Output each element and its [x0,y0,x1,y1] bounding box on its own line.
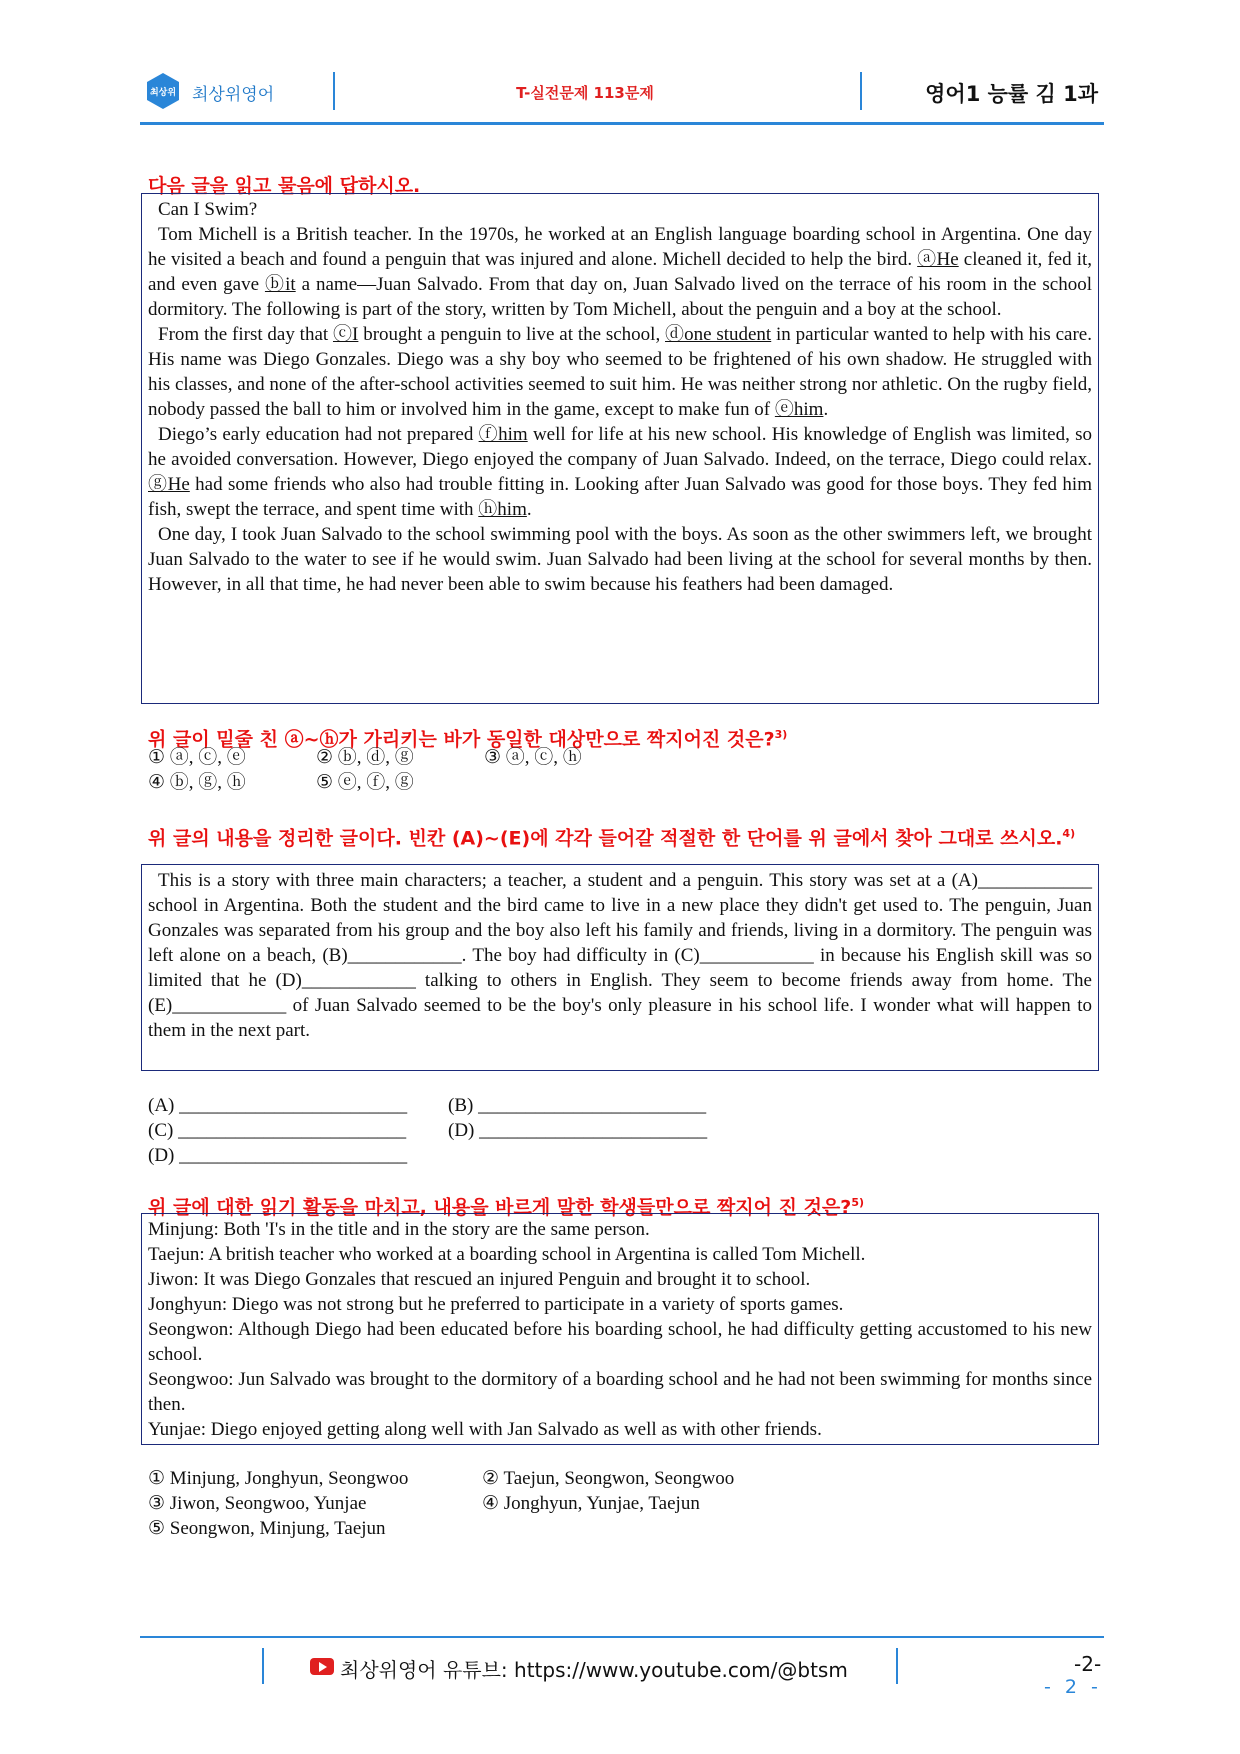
youtube-icon [310,1658,334,1675]
marker-f: ⓕhim [478,424,528,445]
q3-summary-box [141,864,1099,1071]
statement-jonghyun: Jonghyun: Diego was not strong but he preferred to participate in a variety of sports games. [148,1294,844,1315]
header-course: 영어1 능률 김 1과 [925,82,1098,106]
statement-seongwon: Seongwon: Although Diego had been educated before his boarding school, he had difficulty getting accustomed to his new school. [148,1319,1092,1365]
option-5[interactable]: ⑤ Seongwon, Minjung, Taejun [148,1518,386,1539]
q4-options [148,1466,848,1541]
q3-question: 위 글의 내용을 정리한 글이다. 빈칸 (A)~(E)에 각각 들어갈 적절한 한 단어를 위 글에서 찾아 그대로 쓰시오.$^{4)}$ [148,827,1076,850]
footer-rule [140,1636,1104,1638]
answer-d[interactable]: (D) ________________________ [448,1120,708,1141]
footer-youtube-link[interactable]: 최상위영어 유튜브: https://www.youtube.com/@btsm [340,1658,848,1682]
header-divider [860,72,862,110]
footnote-ref: 3) [774,728,788,741]
answer-b[interactable]: (B) ________________________ [448,1095,707,1116]
statement-jiwon: Jiwon: It was Diego Gonzales that rescued an injured Penguin and brought it to school. [148,1269,811,1290]
q1-passage-box [141,193,1099,704]
footnote-ref: 4) [1062,827,1076,840]
option-4[interactable]: ④ Jonghyun, Yunjae, Taejun [482,1493,700,1514]
statement-minjung: Minjung: Both 'I's in the title and in the story are the same person. [148,1219,650,1240]
option-2[interactable]: ② Taejun, Seongwon, Seongwoo [482,1468,735,1489]
q4-statements-box [141,1213,1099,1445]
statement-yunjae: Yunjae: Diego enjoyed getting along well with Jan Salvado as well as with other friends. [148,1419,822,1440]
marker-d: ⓓone student [665,324,772,345]
marker-h: ⓗhim [478,499,527,520]
brand-name: 최상위영어 [192,85,275,105]
q2-options [148,745,848,795]
passage-paragraph-2: From the first day that ⓒI brought a penguin to live at the school, ⓓone student in particular wanted to help with his care. His name was Diego Gonzales. Diego was a shy boy who seemed to be frightened of his own shadow. He struggled with his classes, and none of the after-school activities seemed to suit him. He was neither strong nor athletic. On the rugby field, nobody passed the ball to him or involved him in the game, except to make fun of ⓔhim. [148,324,1092,420]
page-number: -2- [1074,1652,1102,1676]
option-2[interactable]: ② ⓑ, ⓓ, ⓖ [316,747,414,768]
passage-paragraph-1: Tom Michell is a British teacher. In the 1970s, he worked at an English language boarding school in Argentina. One day he visited a beach and found a penguin that was injured and alone. Michell decided to help the bird. ⓐHe cleaned it, fed it, and even gave ⓑit a name—Juan Salvado. From that day on, Juan Salvado lived on the terrace of his room in the school dormitory. The following is part of the story, written by Tom Michell, about the penguin and a boy at the school. [148,224,1092,320]
marker-c: ⓒI [332,324,359,345]
header-rule [140,122,1104,125]
option-1[interactable]: ① Minjung, Jonghyun, Seongwoo [148,1468,409,1489]
brand-logo-icon [146,72,180,110]
passage-paragraph-4: One day, I took Juan Salvado to the school swimming pool with the boys. As soon as the other swimmers left, we brought Juan Salvado to the water to see if he would swim. Juan Salvado had been living at the school for several months by then. However, in all that time, he had never been able to swim because his feathers had been damaged. [148,524,1092,595]
option-3[interactable]: ③ Jiwon, Seongwoo, Yunjae [148,1493,367,1514]
footnote-ref: 5) [851,1196,864,1209]
q1-instruction: 다음 글을 읽고 물음에 답하시오. [148,175,421,197]
marker-b: ⓑit [264,274,296,295]
passage-title: Can I Swim? [158,199,258,220]
page-header [140,62,1104,114]
answer-d-2[interactable]: (D) ________________________ [148,1145,408,1166]
option-5[interactable]: ⑤ ⓔ, ⓕ, ⓖ [316,772,414,793]
footer-divider [262,1648,264,1684]
passage-paragraph-3: Diego’s early education had not prepared ⓕhim well for life at his new school. His knowledge of English was limited, so he avoided conversation. However, Diego enjoyed the company of Juan Salvado. Indeed, on the terrace, Diego could relax. ⓖHe had some friends who also had trouble fitting in. Looking after Juan Salvado was good for those boys. They fed him fish, swept the terrace, and spent time with ⓗhim. [148,424,1092,520]
option-4[interactable]: ④ ⓑ, ⓖ, ⓗ [148,772,246,793]
page-number-secondary: - 2 - [1044,1676,1102,1698]
q2-question: 위 글이 밑줄 친 ⓐ~ⓗ가 가리키는 바가 동일한 대상만으로 짝지어진 것은?$^{3)}$ [148,728,788,751]
marker-g: ⓖHe [148,474,190,495]
q3-answer-lines [148,1093,848,1168]
header-title: T-실전문제 113문제 [516,84,654,102]
option-1[interactable]: ① ⓐ, ⓒ, ⓔ [148,747,246,768]
marker-a: ⓐHe [917,249,959,270]
summary-text: This is a story with three main characters; a teacher, a student and a penguin. This story was set at a (A)____________ school in Argentina. Both the student and the bird came to live in a new place they didn't get used to. The penguin, Juan Gonzales was separated from his group and the boy also left his family and friends, living in a dormitory. The penguin was left alone on a beach, (B)____________. The boy had difficulty in (C)____________ in because his English skill was so limited that he (D)____________ talking to others in English. They seem to become friends away from home. The (E)____________ of Juan Salvado seemed to be the boy's only pleasure in his school life. I wonder what will happen to them in the next part. [148,870,1092,1041]
option-3[interactable]: ③ ⓐ, ⓒ, ⓗ [484,747,582,768]
statement-taejun: Taejun: A british teacher who worked at a boarding school in Argentina is called Tom Michell. [148,1244,866,1265]
header-divider [333,72,335,110]
answer-a[interactable]: (A) ________________________ [148,1095,408,1116]
answer-c[interactable]: (C) ________________________ [148,1120,407,1141]
logo-text: 최상위 [149,88,177,98]
q4-question: 위 글에 대한 읽기 활동을 마치고, 내용을 바르게 말한 학생들만으로 짝지어 진 것은?$^{5)}$ [148,1196,864,1219]
statement-seongwoo: Seongwoo: Jun Salvado was brought to the dormitory of a boarding school and he had not been swimming for months since then. [148,1369,1092,1415]
footer-divider [896,1648,898,1684]
marker-e: ⓔhim [774,399,824,420]
